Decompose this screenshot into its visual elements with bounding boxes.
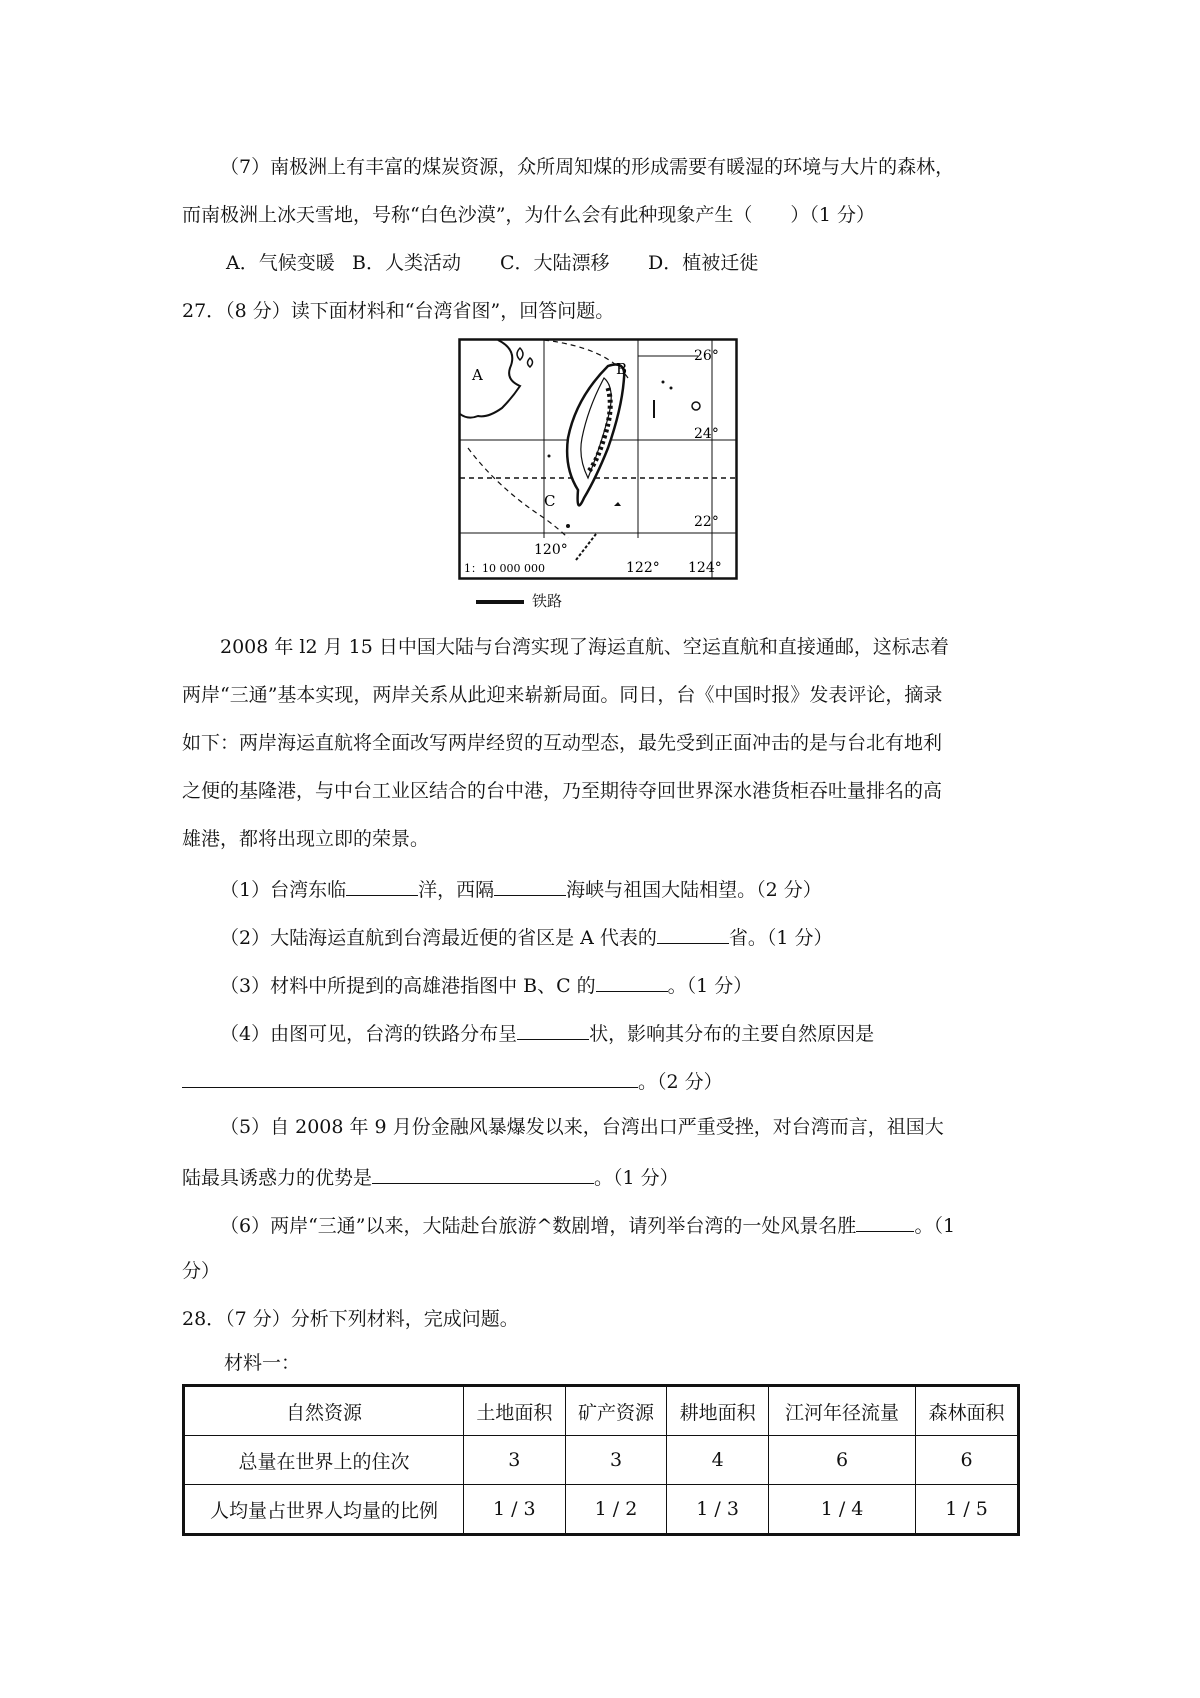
q27-sub-3-b: 。（1 分）: [667, 975, 753, 998]
map-legend: [476, 590, 562, 611]
answer-blank[interactable]: [856, 1214, 914, 1232]
q27-sub-2-b: 省。（1 分）: [728, 927, 833, 950]
q27-sub-6-b: 。（1: [914, 1215, 956, 1238]
q28-heading: 28．（7 分）分析下列材料，完成问题。: [182, 1308, 519, 1330]
q27-material-line-2: 两岸“三通”基本实现，两岸关系从此迎来崭新局面。同日，台《中国时报》发表评论，摘录: [182, 684, 943, 706]
q28-material-1: 材料一：: [224, 1352, 301, 1374]
table-cell: 1 / 2: [565, 1485, 667, 1535]
table-cell: 6: [916, 1436, 1019, 1485]
table-cell: 3: [565, 1436, 667, 1485]
map-scale: 1：10 000 000: [464, 562, 545, 575]
table-cell: 1 / 3: [667, 1485, 769, 1535]
q7-option-c: C．大陆漂移: [500, 252, 610, 274]
q7-option-a: A．气候变暖: [226, 252, 335, 274]
q27-material-line-3: 如下：两岸海运直航将全面改写两岸经贸的互动型态，最先受到正面冲击的是与台北有地利: [182, 732, 943, 754]
lat-24: 24°: [694, 426, 719, 442]
q27-sub-5-cont: [182, 1166, 679, 1188]
resource-table: [182, 1384, 1020, 1536]
answer-blank[interactable]: [346, 878, 418, 896]
q27-sub-1: [220, 878, 822, 900]
q27-material-line-4: 之便的基隆港，与中台工业区结合的台中港，乃至期待夺回世界深水港货柜吞吐量排名的高: [182, 780, 943, 802]
lon-122: 122°: [626, 560, 660, 576]
table-cell: 4: [667, 1436, 769, 1485]
answer-blank[interactable]: [372, 1166, 594, 1184]
q27-sub-3-a: （3）材料中所提到的高雄港指图中 B、C 的: [220, 975, 596, 998]
answer-blank[interactable]: [596, 974, 668, 992]
q27-sub-4-a: （4）由图可见，台湾的铁路分布呈: [220, 1023, 518, 1046]
q27-sub-5-c: 。（1 分）: [594, 1167, 679, 1190]
q27-sub-5-b: 陆最具诱惑力的优势是: [182, 1167, 373, 1190]
q27-sub-4-cont: [182, 1070, 723, 1092]
q27-sub-3: [220, 974, 752, 996]
table-header-cell: 矿产资源: [565, 1386, 667, 1436]
q27-sub-2-a: （2）大陆海运直航到台湾最近便的省区是 A 代表的: [220, 927, 657, 950]
answer-blank[interactable]: [657, 926, 729, 944]
table-header-cell: 自然资源: [184, 1386, 464, 1436]
railway-legend-symbol: [476, 600, 524, 604]
lat-26: 26°: [694, 348, 719, 364]
lon-120: 120°: [534, 542, 568, 558]
lon-124: 124°: [688, 560, 722, 576]
q7-option-b: B．人类活动: [352, 252, 461, 274]
table-row: [184, 1485, 1019, 1535]
q27-heading: 27．（8 分）读下面材料和“台湾省图”，回答问题。: [182, 300, 615, 322]
table-cell: 总量在世界上的住次: [184, 1436, 464, 1485]
table-cell: 6: [768, 1436, 915, 1485]
answer-blank[interactable]: [494, 878, 566, 896]
q27-sub-4-b: 状，影响其分布的主要自然原因是: [589, 1023, 875, 1046]
table-header-cell: 耕地面积: [667, 1386, 769, 1436]
q27-sub-2: [220, 926, 833, 948]
q7-line-1: （7）南极洲上有丰富的煤炭资源，众所周知煤的形成需要有暖湿的环境与大片的森林，: [220, 156, 955, 178]
q27-sub-6-a: （6）两岸“三通”以来，大陆赴台旅游^数剧增，请列举台湾的一处风景名胜: [220, 1215, 857, 1238]
answer-blank[interactable]: [517, 1022, 589, 1040]
q27-sub-5: （5）自 2008 年 9 月份金融风暴爆发以来，台湾出口严重受挫，对台湾而言，祖国大: [220, 1116, 944, 1138]
q27-sub-4: [220, 1022, 874, 1044]
q27-sub-1-a: （1）台湾东临: [220, 879, 347, 902]
table-header-row: [184, 1386, 1019, 1436]
table-cell: 3: [464, 1436, 566, 1485]
map-label-b: B: [616, 360, 628, 378]
table-header-cell: 土地面积: [464, 1386, 566, 1436]
q7-option-d: D．植被迁徙: [648, 252, 759, 274]
table-row: [184, 1436, 1019, 1485]
table-cell: 1 / 4: [768, 1485, 915, 1535]
q27-sub-6: [220, 1214, 955, 1236]
lat-22: 22°: [694, 514, 719, 530]
map-label-a: A: [472, 366, 483, 384]
table-cell: 1 / 3: [464, 1485, 566, 1535]
table-cell: 1 / 5: [916, 1485, 1019, 1535]
table-header-cell: 森林面积: [916, 1386, 1019, 1436]
q27-material-line-5: 雄港，都将出现立即的荣景。: [182, 828, 430, 850]
q27-material-line-1: 2008 年 l2 月 15 日中国大陆与台湾实现了海运直航、空运直航和直接通邮，这标志着: [220, 636, 949, 658]
taiwan-map: [458, 338, 738, 580]
table-cell: 人均量占世界人均量的比例: [184, 1485, 464, 1535]
map-legend-label: 铁路: [532, 592, 563, 610]
table-header-cell: 江河年径流量: [768, 1386, 915, 1436]
map-label-c: C: [544, 492, 556, 510]
q27-sub-1-c: 海峡与祖国大陆相望。（2 分）: [566, 879, 822, 902]
q27-sub-1-b: 洋，西隔: [418, 879, 495, 902]
q27-sub-6-cont: 分）: [182, 1260, 221, 1282]
q27-sub-4-c: 。（2 分）: [638, 1071, 723, 1094]
answer-blank[interactable]: [182, 1070, 638, 1088]
q7-line-2: 而南极洲上冰天雪地，号称“白色沙漠”，为什么会有此种现象产生（ ）（1 分）: [182, 204, 876, 226]
